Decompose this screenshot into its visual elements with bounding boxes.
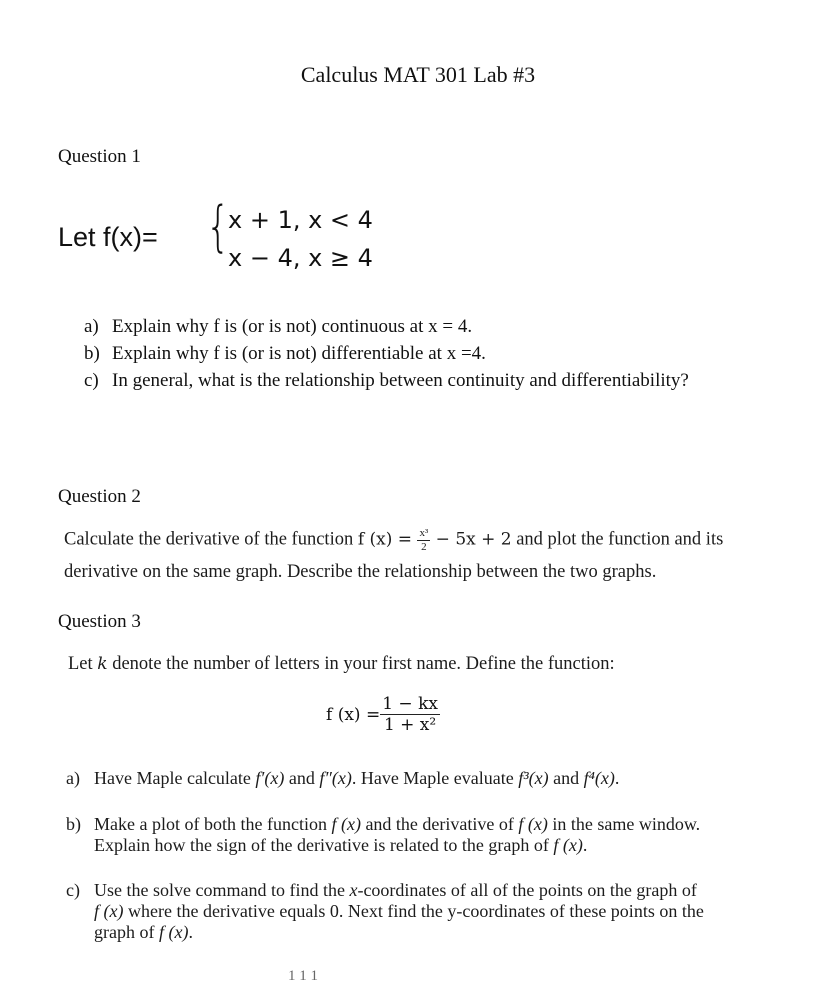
text: Explain how the sign of the derivative is related to the graph of — [94, 835, 554, 855]
question-3-heading: Question 3 — [58, 611, 141, 632]
q3-item-label: b) — [66, 814, 81, 834]
q3-item-label: a) — [66, 768, 80, 788]
text: . — [614, 768, 620, 788]
math: f (x) — [518, 814, 548, 834]
q3-function-definition — [326, 696, 440, 735]
text: and — [284, 768, 320, 788]
math: f″(x) — [319, 768, 352, 788]
q3-frac-den: 1 + x² — [383, 714, 437, 735]
q2-frac-den: 2 — [421, 540, 427, 553]
text: Have Maple calculate — [94, 768, 256, 788]
q1-let-label: Let f(x)= — [58, 222, 158, 252]
math: f (x) — [94, 901, 124, 921]
math: f (x) — [331, 814, 361, 834]
q3-item-a-text — [94, 768, 619, 789]
q1-item-text: Explain why f is (or is not) differentiable at x =4. — [112, 343, 486, 364]
q1-item-text: Explain why f is (or is not) continuous at x = 4. — [112, 316, 473, 337]
q1-item-label: a) — [84, 316, 99, 337]
q1-item-label: c) — [84, 370, 99, 391]
q3-text: denote the number of letters in your first name. Define the function: — [107, 654, 615, 674]
text: and — [548, 768, 584, 788]
q3-item-b-line-1 — [94, 814, 700, 835]
question-1-heading: Question 1 — [58, 146, 141, 167]
q3-function-lhs: f (x) = — [326, 705, 381, 726]
math: f³(x) — [518, 768, 549, 788]
q2-fraction — [417, 528, 430, 553]
question-2-heading: Question 2 — [58, 486, 141, 507]
q3-fraction — [380, 696, 440, 735]
q3-item-b-line-2 — [94, 835, 700, 856]
q3-text: Let — [68, 654, 98, 674]
text: . — [188, 922, 193, 942]
q1-item-b — [84, 343, 486, 365]
q3-item-c-line-3 — [94, 922, 704, 943]
q2-line-1 — [64, 528, 723, 553]
q2-text: and plot the function and its — [511, 529, 724, 550]
text: . — [582, 835, 588, 855]
text: where the derivative equals 0. Next find the y-coordinates of these points on the — [123, 901, 704, 921]
text: and the derivative of — [360, 814, 519, 834]
piecewise-case-top: x + 1, x < 4 — [228, 206, 373, 234]
piecewise-case-bottom: x − 4, x ≥ 4 — [228, 244, 373, 272]
text: in the same window. — [547, 814, 701, 834]
math: x — [349, 880, 358, 900]
q1-item-a — [84, 316, 472, 338]
text: Use the solve command to find the — [94, 880, 350, 900]
q1-item-text: In general, what is the relationship between continuity and differentiability? — [112, 370, 689, 391]
math: f (x) — [158, 922, 189, 942]
q3-frac-num: 1 − kx — [382, 694, 438, 714]
q1-item-c — [84, 370, 689, 392]
text: graph of — [94, 922, 159, 942]
q2-function-lhs: f (x) = — [357, 529, 418, 550]
text: Make a plot of both the function — [94, 814, 332, 834]
text: -coordinates of all of the points on the graph of — [357, 880, 697, 900]
q2-text: Calculate the derivative of the function — [64, 529, 358, 550]
piecewise-brace: { — [206, 195, 231, 258]
q3-item-label: c) — [66, 880, 80, 900]
q3-item-b — [66, 814, 700, 856]
math: f (x) — [553, 835, 583, 855]
q2-line-2: derivative on the same graph. Describe the relationship between the two graphs. — [64, 562, 657, 582]
q2-function-rest: − 5x + 2 — [430, 529, 512, 550]
q3-item-c-line-2 — [94, 901, 704, 922]
q1-item-label: b) — [84, 343, 100, 364]
page-title: Calculus MAT 301 Lab #3 — [300, 62, 536, 87]
math: f′(x) — [255, 768, 285, 788]
q3-item-c — [66, 880, 704, 943]
q2-frac-num: x³ — [419, 527, 429, 539]
q3-item-a — [66, 768, 619, 789]
q3-k-symbol: k — [97, 654, 108, 674]
math: f⁴(x) — [583, 768, 615, 788]
q3-item-c-line-1 — [94, 880, 704, 901]
q3-intro — [68, 654, 615, 675]
text: . Have Maple evaluate — [351, 768, 519, 788]
cut-off-text: 1 1 1 — [288, 968, 318, 984]
